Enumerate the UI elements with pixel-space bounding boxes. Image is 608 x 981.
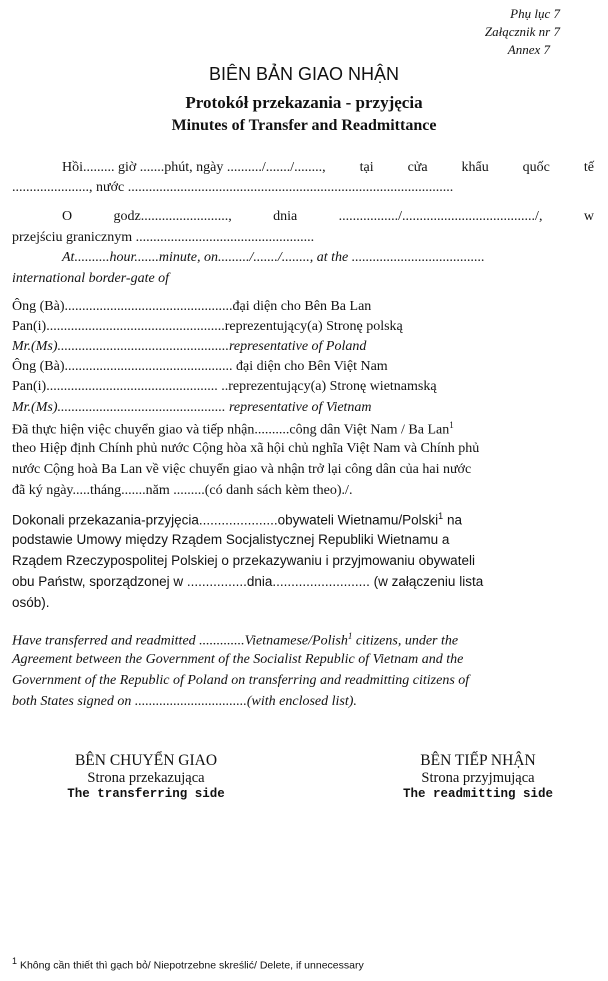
intro-pl-line1: O godz........................., dnia ................./....................................../, w <box>62 209 594 224</box>
rep-en-vietnam: Mr.(Ms)................................................ representative of Vietnam <box>12 400 372 415</box>
annex-label-en: Annex 7 <box>507 42 550 57</box>
para-pl-line3: Rządem Rzeczypospolitej Polskiej o przekazywaniu i przyjmowaniu obywateli <box>12 553 475 568</box>
party-readmitting-en: The readmitting side <box>402 787 554 801</box>
title-pl: Protokół przekazania - przyjęcia <box>185 93 423 112</box>
para-en-line4: both States signed on ................................(with enclosed list). <box>12 694 357 709</box>
party-transferring <box>36 752 256 801</box>
party-transferring-en: The transferring side <box>67 787 225 801</box>
title-vi: BIÊN BẢN GIAO NHẬN <box>208 64 400 84</box>
para-en-line3: Government of the Republic of Poland on transferring and readmitting citizens of <box>12 673 470 688</box>
para-pl-line5: osób). <box>12 595 50 610</box>
footnote-mark: 1 <box>12 956 18 966</box>
intro-en-line1: At..........hour.......minute, on........./......./........, at the ...................................... <box>62 250 485 265</box>
rep-vi-poland: Ông (Bà)................................................đại diện cho Bên Ba Lan <box>12 299 372 314</box>
para-en-line2: Agreement between the Government of the Socialist Republic of Vietnam and the <box>12 652 464 667</box>
party-readmitting <box>368 752 588 801</box>
para-pl-line1: Dokonali przekazania-przyjęcia.....................obywateli Wietnamu/Polski$^1$ na <box>12 511 462 528</box>
para-vi-line3: nước Cộng hoà Ba Lan về việc chuyển giao và nhận trở lại công dân của hai nước <box>12 462 472 477</box>
party-transferring-vi: BÊN CHUYỂN GIAO <box>74 752 218 769</box>
intro-en-line2: international border-gate of <box>12 271 170 286</box>
title-en: Minutes of Transfer and Readmittance <box>171 117 437 134</box>
para-vi-line1: Đã thực hiện việc chuyển giao và tiếp nhận..........công dân Việt Nam / Ba Lan$^1$ <box>12 420 454 438</box>
para-pl-line2: podstawie Umowy między Rządem Socjalistycznej Republiki Wietnamu a <box>12 532 450 547</box>
intro-pl-line2: przejściu granicznym ................................................... <box>12 230 315 245</box>
annex-label-pl: Załącznik nr 7 <box>484 24 560 39</box>
para-en-line1: Have transferred and readmitted .............Vietnamese/Polish$^1$ citizens, under the <box>12 631 459 649</box>
rep-en-poland: Mr.(Ms).................................................representative of Poland <box>12 339 367 354</box>
annex-label-vi: Phụ lục 7 <box>510 6 560 21</box>
intro-vi-line1: Hồi......... giờ .......phút, ngày ........../......./........, tại cửa khẩu quốc tế <box>62 160 594 175</box>
para-vi-line4: đã ký ngày.....tháng.......năm .........(có danh sách kèm theo)./. <box>12 483 353 498</box>
rep-pl-vietnam: Pan(i)................................................. ..reprezentujący(a) Stronę wietnamską <box>12 379 437 394</box>
footnote <box>12 956 364 972</box>
footnote-ref: 1 <box>449 420 454 430</box>
para-vi-line2: theo Hiệp định Chính phủ nước Cộng hòa xã hội chủ nghĩa Việt Nam và Chính phủ <box>12 441 480 456</box>
footnote-text: Không cần thiết thì gạch bỏ/ Niepotrzebne skreślić/ Delete, if unnecessary <box>19 959 364 972</box>
party-readmitting-vi: BÊN TIẾP NHẬN <box>420 752 536 769</box>
party-transferring-pl: Strona przekazująca <box>87 770 205 786</box>
rep-vi-vietnam: Ông (Bà)................................................ đại diện cho Bên Việt Nam <box>12 359 388 374</box>
party-readmitting-pl: Strona przyjmująca <box>421 770 535 786</box>
rep-pl-poland: Pan(i)...................................................reprezentujący(a) Stronę polską <box>12 319 403 334</box>
intro-vi-line2: ......................, nước ............................................................................................. <box>12 180 454 195</box>
footnote-ref: 1 <box>347 631 353 641</box>
footnote-ref: 1 <box>438 511 444 521</box>
para-pl-line4: obu Państw, sporządzonej w ................dnia.......................... (w załączeniu lista <box>12 574 484 589</box>
